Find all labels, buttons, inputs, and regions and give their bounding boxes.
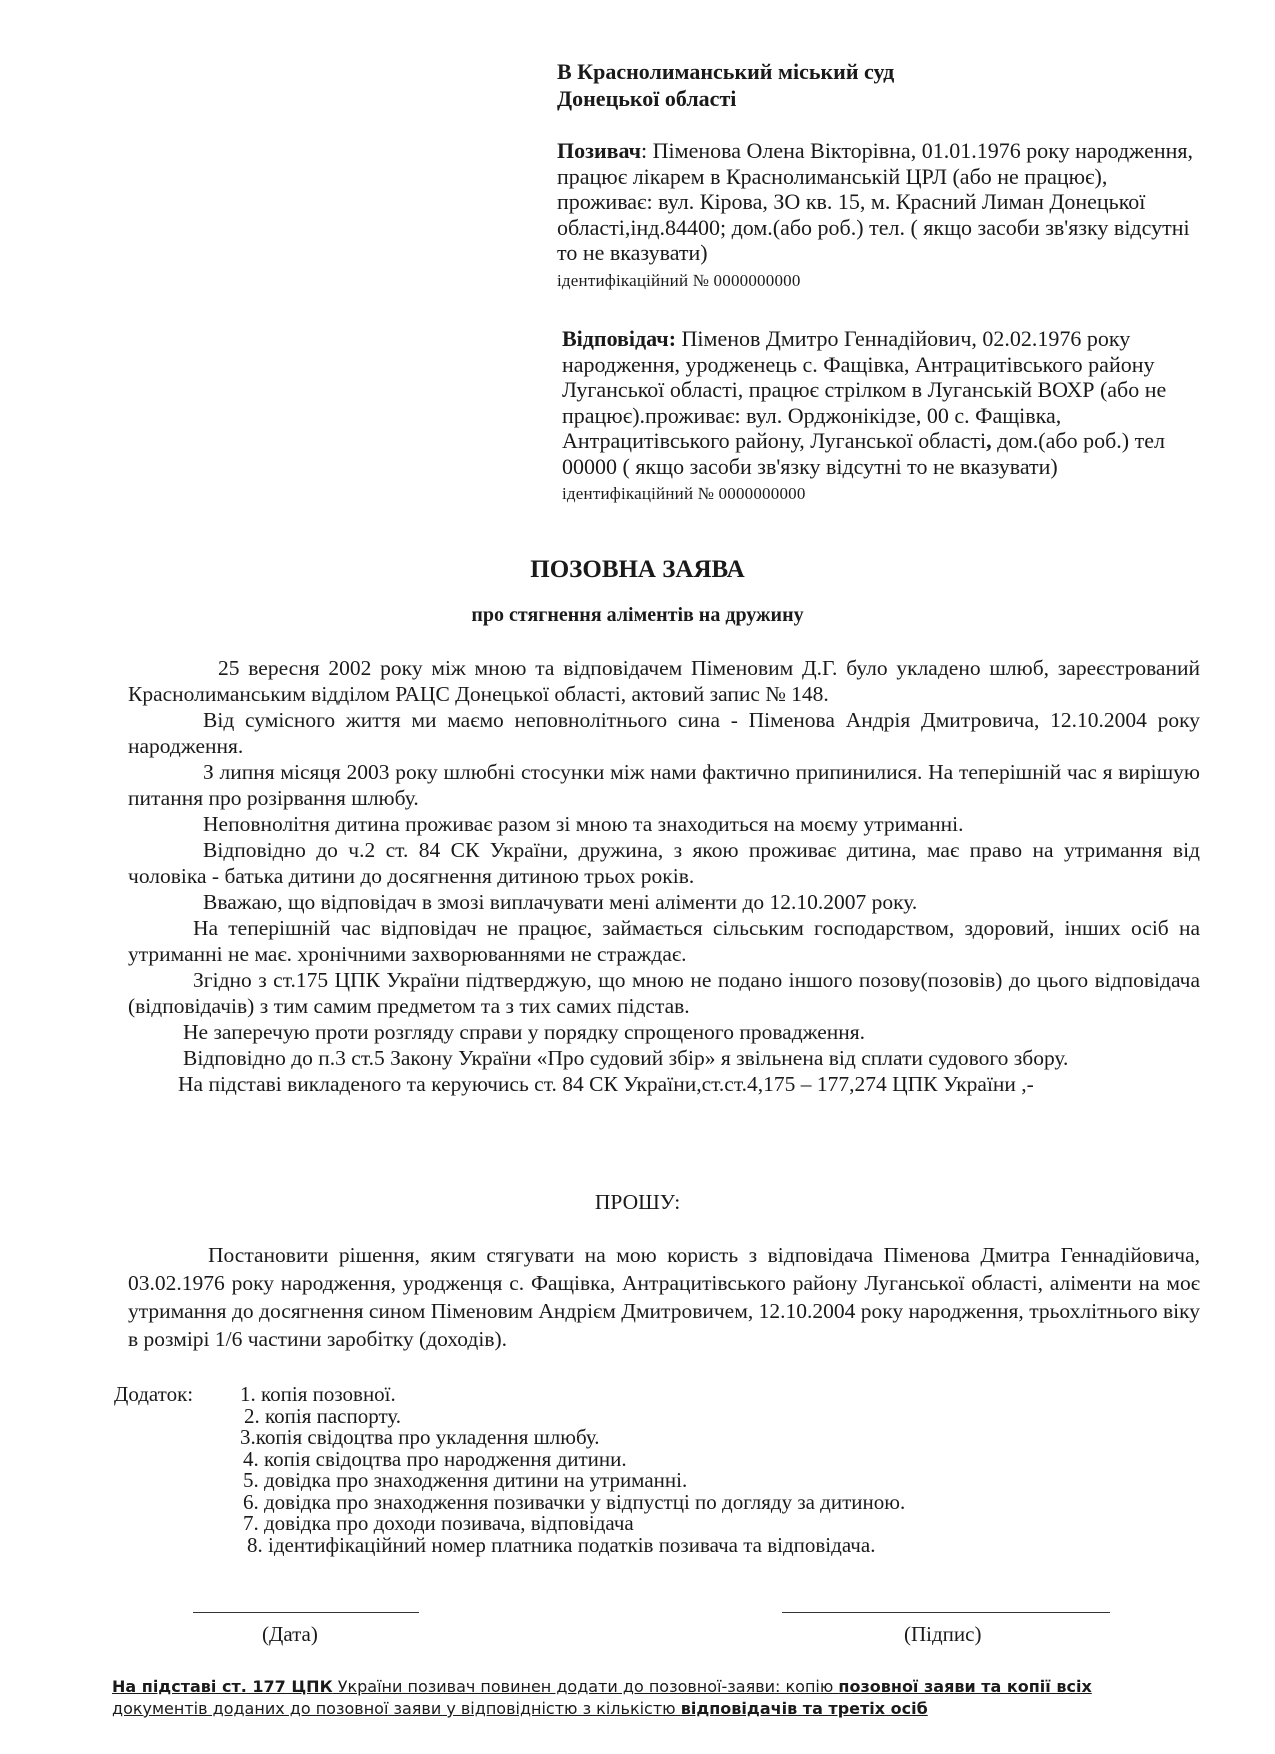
defendant-details: Піменов Дмитро Геннадійович, 02.02.1976 року народження, уродженець с. Фащівка, Антрацитівського району Луганської області, працює стрілком в Луганській ВОХР (або не працює).проживає: вул. Орджонікідзе, 00 с. Фащівка, Антрацитівського району, Луганської області xyxy=(562,326,1167,453)
plaintiff-details: : Піменова Олена Вікторівна, 01.01.1976 року народження, працює лікарем в Краснолиманській ЦРЛ (або не працює), проживає: вул. Кірова, ЗО кв. 15, м. Красний Лиман Донецької області,інд.84400 xyxy=(557,138,1194,240)
footer-part-5: відповідачів та третіх осіб xyxy=(680,1699,928,1718)
request-heading: ПРОШУ: xyxy=(594,1190,681,1214)
plaintiff-id: ідентифікаційний № 0000000000 xyxy=(557,270,801,290)
defendant-comma-separator: , xyxy=(986,428,992,453)
attachments-list xyxy=(240,1384,1140,1556)
footer-part-1: На підставі ст. 177 ЦПК xyxy=(112,1677,333,1696)
attachment-item: 7. довідка про доходи позивача, відповідача xyxy=(243,1511,634,1535)
defendant-label: Відповідач: xyxy=(562,326,677,351)
plaintiff-block xyxy=(557,138,1197,293)
plaintiff-label: Позивач xyxy=(557,138,642,163)
document-title: ПОЗОВНА ЗАЯВА xyxy=(530,556,745,583)
attachment-item: 5. довідка про знаходження дитини на утриманні. xyxy=(243,1468,688,1492)
defendant-block xyxy=(562,326,1192,507)
plaintiff-phone: ; дом.(або роб.) тел. ( якщо засоби зв'язку відсутні то не вказувати) xyxy=(557,214,1190,265)
paragraph-grounds: На підставі викладеного та керуючись ст. 84 СК України,ст.ст.4,175 – 177,274 ЦПК України ,- xyxy=(178,1072,1034,1096)
paragraph-ability-to-pay: Вважаю, що відповідач в змозі виплачувати мені аліменти до 12.10.2007 року. xyxy=(203,890,918,914)
paragraph-custody: Неповнолітня дитина проживає разом зі мною та знаходиться на моєму утриманні. xyxy=(203,812,964,836)
attachment-item: 6. довідка про знаходження позивачки у відпустці по догляду за дитиною. xyxy=(243,1489,906,1514)
court-name: В Краснолиманський міський суд xyxy=(557,59,895,84)
attachment-item: 2. копія паспорту. xyxy=(244,1403,402,1428)
attachment-item: 8. ідентифікаційний номер платника податків позивача та відповідача. xyxy=(247,1532,876,1557)
paragraph-fee-exemption: Відповідно до п.3 ст.5 Закону України «Про судовий збір» я звільнена від сплати судового збору. xyxy=(183,1046,1069,1070)
paragraph-simplified-procedure: Не заперечую проти розгляду справи у порядку спрощеного провадження. xyxy=(183,1020,866,1044)
date-line xyxy=(193,1612,419,1613)
request-text: Постановити рішення, яким стягувати на мою користь з відповідача Піменова Дмитра Геннадійовича, 03.02.1976 року народження, уродженця с. Фащівка, Антрацитівського району Луганської області, аліменти на моє утримання до досягнення сином Піменовим Андрієм Дмитровичем, 12.10.2004 року народження, трьохлітнього віку в розмірі 1/6 частини заробітку (доходів). xyxy=(128,1243,1200,1351)
signature-line xyxy=(782,1612,1110,1613)
paragraph-no-other-claims: Згідно з ст.175 ЦПК України підтверджую, що мною не подано іншого позову(позовів) до цього відповідача (відповідачів) з тим самим предметом та з тих самих підстав. xyxy=(128,968,1200,1018)
attachment-item: 4. копія свідоцтва про народження дитини. xyxy=(243,1446,627,1471)
attachment-item: 1. копія позовної. xyxy=(240,1382,396,1406)
defendant-phone: дом.(або роб.) тел 00000 ( якщо засоби зв'язку відсутні то не вказувати) xyxy=(562,428,1165,479)
claim-body xyxy=(128,655,1200,1097)
footer-part-4: документів доданих до позовної заяви у відповідністю з кількістю xyxy=(112,1699,681,1718)
document-subtitle: про стягнення аліментів на дружину xyxy=(471,604,804,626)
footer-part-3: позовної заяви та копії всіх xyxy=(838,1677,1092,1696)
court-header xyxy=(557,58,894,112)
attachments-label: Додаток: xyxy=(114,1382,194,1406)
paragraph-legal-basis: Відповідно до ч.2 ст. 84 СК України, дружина, з якою проживає дитина, має право на утримання від чоловіка - батька дитини до досягнення дитиною трьох років. xyxy=(128,838,1200,888)
attachment-item: 3.копія свідоцтва про укладення шлюбу. xyxy=(240,1425,600,1449)
court-region: Донецької області xyxy=(557,86,737,111)
footer-part-2: України позивач повинен додати до позовної-заяви: копію xyxy=(332,1677,839,1696)
paragraph-marriage: 25 вересня 2002 року між мною та відповідачем Піменовим Д.Г. було укладено шлюб, зареєстрований Краснолиманським відділом РАЦС Донецької області, актовий запис № 148. xyxy=(128,656,1200,706)
request-block xyxy=(128,1241,1200,1353)
signature-label: (Підпис) xyxy=(904,1622,982,1646)
paragraph-defendant-status: На теперішній час відповідач не працює, займається сільським господарством, здоровий, інших осіб на утриманні не має. хронічними захворюваннями не страждає. xyxy=(128,916,1200,966)
paragraph-child: Від сумісного життя ми маємо неповнолітнього сина - Піменова Андрія Дмитровича, 12.10.2004 року народження. xyxy=(128,708,1200,758)
defendant-id: ідентифікаційний № 0000000000 xyxy=(562,484,806,503)
paragraph-separation: З липня місяця 2003 року шлюбні стосунки між нами фактично припинилися. На теперішній час я вирішую питання про розірвання шлюбу. xyxy=(128,760,1200,810)
footer-note xyxy=(112,1676,1172,1720)
date-label: (Дата) xyxy=(262,1622,318,1646)
